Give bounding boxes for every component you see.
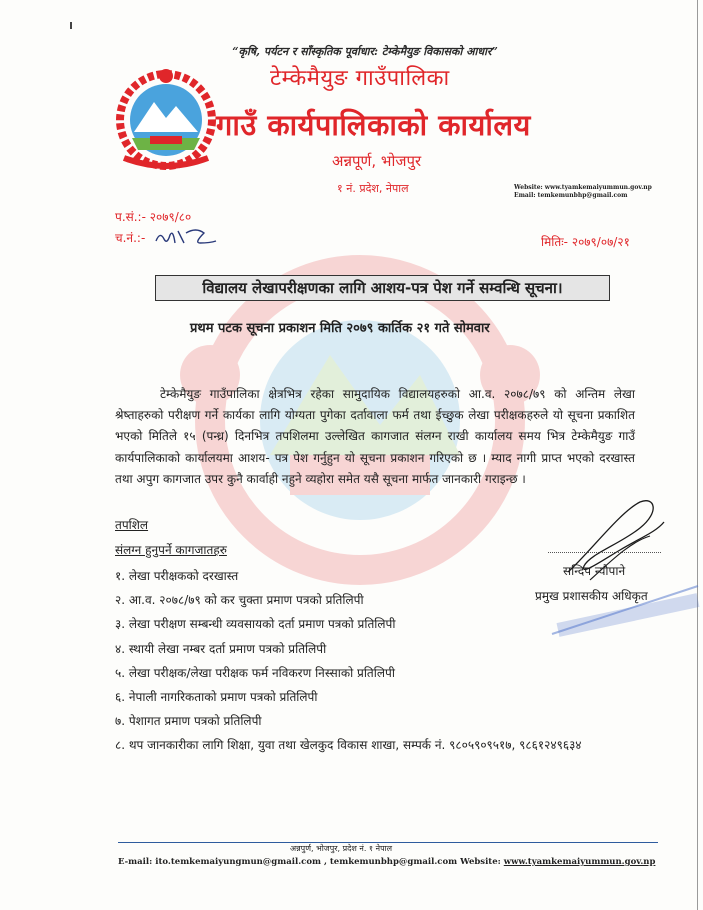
date-label: मितिः- [541, 235, 568, 249]
letterhead-province: १ नं. प्रदेश, नेपाल [337, 182, 409, 195]
notice-body [115, 384, 635, 490]
signer-name: सन्दिप न्यौपाने [563, 564, 626, 578]
chalani-number-label: च.नं.:- [115, 231, 146, 245]
footer-website-link[interactable]: www.tyamkemaiyummun.gov.np [503, 857, 656, 867]
tapsil-label: तपशिल [115, 518, 149, 532]
patra-sankhya-label: प.सं.:- [115, 210, 146, 224]
municipality-name: टेम्केमैयुङ गाउँपालिका [270, 66, 450, 91]
patra-sankhya [115, 208, 191, 225]
office-name: गाउँ कार्यपालिकाको कार्यालय [216, 108, 531, 142]
chalani-number [115, 229, 145, 246]
date-value: २०७९/०७/२१ [571, 235, 630, 249]
signer-title: प्रमुख प्रशासकीय अधिकृत [535, 589, 648, 603]
footer-email: E-mail: ito.temkemaiyungmun@gmail.com , temkemunbhp@gmail.com Website: [118, 857, 504, 867]
subject-heading: विद्यालय लेखापरीक्षणका लागि आशय-पत्र पेश गर्ने सम्वन्धि सूचना। [155, 275, 610, 301]
municipality-emblem-icon [114, 66, 218, 170]
list-item: ५. लेखा परीक्षक/लेखा परीक्षक फर्म नविकरण निस्साको प्रतिलिपी [115, 665, 395, 680]
handwritten-chalani-number-icon [152, 227, 222, 247]
list-item: १. लेखा परीक्षकको दरखास्त [115, 569, 239, 583]
footer-contact [118, 857, 658, 867]
attachments-label: संलग्न हुनुपर्ने कागजातहरु [115, 543, 227, 557]
notice-body-paragraph: टेम्केमैयुङ गाउँपालिका क्षेत्रभित्र रहेका सामुदायिक विद्यालयहरुको आ.व. २०७८/७९ को अन्तिम लेखा श्रेष्ताहरुको परीक्षण गर्ने कार्यका लागि योग्यता पुगेका दर्तावाला फर्म तथा ईच्छुक लेखा परीक्षकहरुले यो सूचना प्रकाशित भएको मितिले १५ (पन्ध्र) दिनभित्र तपशिलमा उल्लेखित कागजात संलग्न राखी कार्यालय समय भित्र टेम्केमैयुङ गाउँ कार्यपालिकाको कार्यालयमा आशय- पत्र पेश गर्नुहुन यो सूचना प्रकाशन गरिएको छ । म्याद नागी प्राप्त भएको दरखास्त तथा अपुग कागजात उपर कुनै कार्वाही नहुने व्यहोरा समेत यसै सूचना मार्फत जानकारी गराइन्छ । [115, 387, 635, 486]
signature-line [548, 552, 661, 553]
notice-date [541, 233, 630, 250]
page-edge-line [697, 0, 698, 910]
letterhead-website: Website: www.tyamkemaiyummun.gov.np [514, 184, 652, 191]
letterhead-contact [514, 184, 652, 200]
letterhead-address: अन्नपूर्ण, भोजपुर [332, 152, 422, 170]
letterhead-email: Email: temkemunbhp@gmail.com [514, 192, 628, 199]
list-item: ३. लेखा परीक्षण सम्बन्धी व्यवसायको दर्ता प्रमाण पत्रको प्रतिलिपी [115, 617, 396, 632]
list-item: ४. स्थायी लेखा नम्बर दर्ता प्रमाण पत्रको प्रतिलिपी [115, 641, 327, 656]
list-item: ८. थप जानकारीका लागि शिक्षा, युवा तथा खेलकुद विकास शाखा, सम्पर्क नं. ९८०५९०९५१७, ९८६१२४९६३४ [115, 738, 582, 753]
scan-speck [70, 22, 72, 29]
list-item: ६. नेपाली नागरिकताको प्रमाण पत्रको प्रतिलिपी [115, 689, 318, 704]
list-item: २. आ.व. २०७८/७९ को कर चुक्ता प्रमाण पत्रको प्रतिलिपी [115, 593, 364, 608]
slogan: “कृषि, पर्यटन र साँस्कृतिक पूर्वाधार: टेम्केमैयुङ विकासको आधार” [232, 45, 498, 58]
footer-address: अन्नपुर्ण, भोजपुर, प्रदेश नं. १ नेपाल [290, 844, 393, 853]
publish-date-line: प्रथम पटक सूचना प्रकाशन मिति २०७९ कार्तिक २१ गते सोमवार [190, 321, 490, 336]
list-item: ७. पेशागत प्रमाण पत्रको प्रतिलिपी [115, 714, 262, 729]
patra-sankhya-value: २०७९/८० [149, 210, 192, 224]
